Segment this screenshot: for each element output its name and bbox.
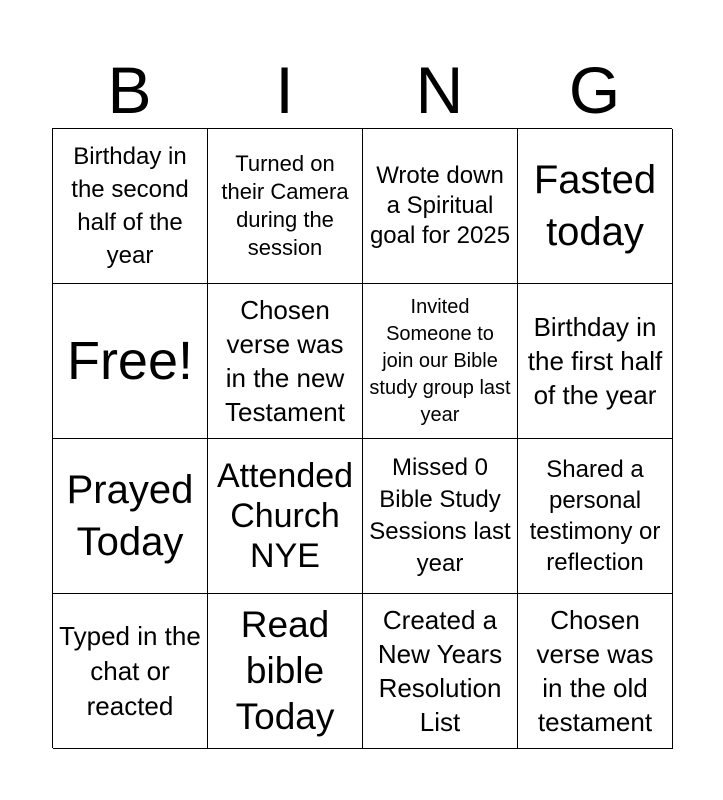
bingo-cell-text: Birthday in the first half of the year bbox=[527, 312, 663, 410]
bingo-cell-text: Free! bbox=[66, 331, 194, 391]
bingo-cell-text: Birthday in the second half of the year bbox=[71, 143, 189, 269]
bingo-cell-text: Read bible Today bbox=[235, 604, 335, 737]
bingo-cell-r4c4[interactable] bbox=[518, 594, 673, 749]
bingo-cell-text: Created a New Years Resolution List bbox=[377, 605, 503, 737]
bingo-cell-r4c2[interactable] bbox=[208, 594, 363, 749]
bingo-cell-r2c4[interactable] bbox=[518, 284, 673, 439]
bingo-cell-r1c3[interactable] bbox=[363, 129, 518, 284]
bingo-cell-text: Attended Church NYE bbox=[216, 457, 354, 575]
bingo-cell-text: Typed in the chat or reacted bbox=[59, 620, 201, 721]
bingo-cell-r1c4[interactable] bbox=[518, 129, 673, 284]
bingo-cell-text: Shared a personal testimony or reflection bbox=[529, 456, 661, 576]
header-letter-b: B bbox=[107, 53, 152, 127]
bingo-cell-r3c3[interactable] bbox=[363, 439, 518, 594]
bingo-cell-r1c2[interactable] bbox=[208, 129, 363, 284]
bingo-cell-r1c1[interactable] bbox=[53, 129, 208, 284]
bingo-cell-text: Missed 0 Bible Study Sessions last year bbox=[369, 454, 511, 577]
bingo-cell-r3c4[interactable] bbox=[518, 439, 673, 594]
header-letter-g: G bbox=[568, 53, 621, 127]
bingo-cell-text: Fasted today bbox=[533, 158, 657, 254]
bingo-cell-text: Wrote down a Spiritual goal for 2025 bbox=[369, 162, 511, 249]
header-letter-n: N bbox=[415, 53, 464, 127]
bingo-cell-r4c3[interactable] bbox=[363, 594, 518, 749]
bingo-cell-text: Invited Someone to join our Bible study group last year bbox=[369, 295, 511, 426]
bingo-cell-r4c1[interactable] bbox=[53, 594, 208, 749]
bingo-cell-text: Chosen verse was in the new Testament bbox=[225, 295, 345, 427]
bingo-header bbox=[52, 52, 672, 128]
bingo-cell-r2c1[interactable] bbox=[53, 284, 208, 439]
bingo-cell-r3c2[interactable] bbox=[208, 439, 363, 594]
header-letter-i: I bbox=[275, 53, 294, 127]
bingo-cell-r3c1[interactable] bbox=[53, 439, 208, 594]
bingo-board bbox=[52, 128, 672, 748]
bingo-cell-r2c2[interactable] bbox=[208, 284, 363, 439]
bingo-cell-text: Prayed Today bbox=[66, 468, 194, 564]
bingo-cell-text: Turned on their Camera during the session bbox=[221, 151, 349, 260]
bingo-cell-text: Chosen verse was in the old testament bbox=[536, 605, 654, 737]
bingo-cell-r2c3[interactable] bbox=[363, 284, 518, 439]
